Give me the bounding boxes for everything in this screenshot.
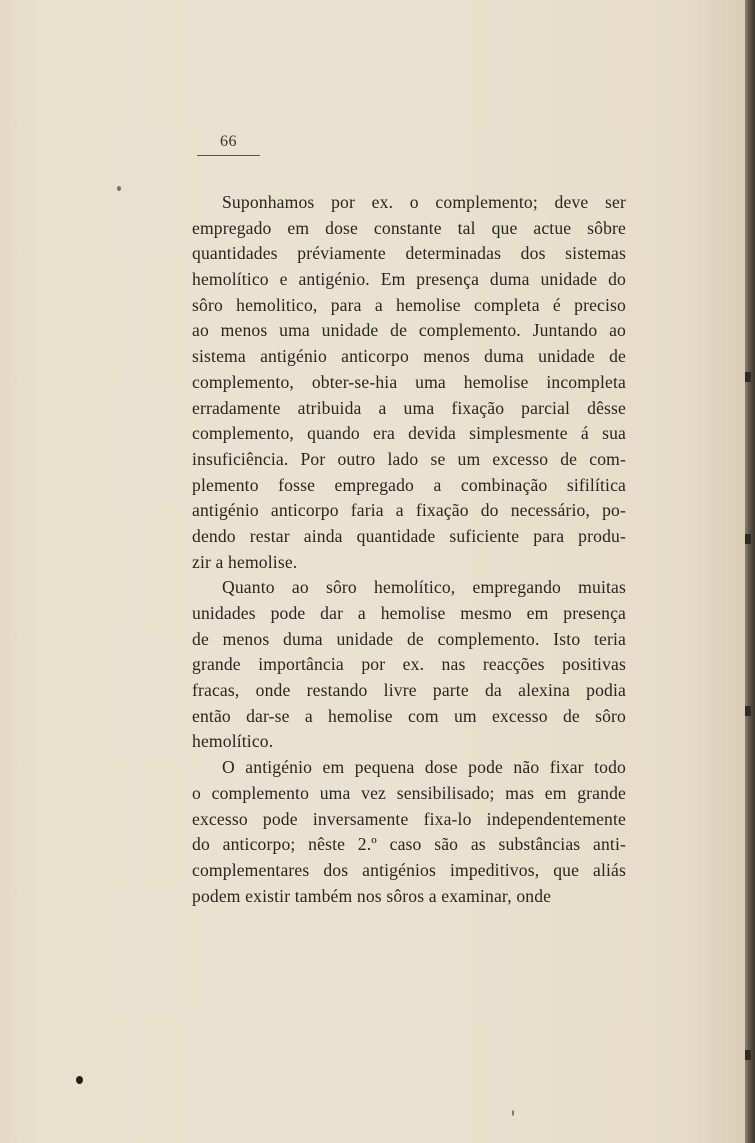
text-line: hemolítico. bbox=[192, 731, 274, 752]
text-line: dendo restar ainda quantidade suficiente para produ- bbox=[192, 525, 626, 546]
text-line: erradamente atribuida a uma fixação parcial dêsse bbox=[192, 397, 626, 418]
text-line: antigénio anticorpo faria a fixação do necessário, po- bbox=[192, 500, 626, 521]
ink-speck bbox=[117, 186, 121, 191]
text-line: grande importância por ex. nas reacções positivas bbox=[192, 654, 626, 675]
ink-dot bbox=[76, 1076, 83, 1084]
edge-mark bbox=[745, 1050, 751, 1060]
text-line: unidades pode dar a hemolise mesmo em presença bbox=[192, 603, 626, 623]
text-line: fracas, onde restando livre parte da alexina podia bbox=[192, 680, 626, 701]
text-line: ao menos uma unidade de complemento. Juntando ao bbox=[192, 320, 626, 341]
text-line: quantidades préviamente determinadas dos sistemas bbox=[192, 243, 626, 264]
text-line: do anticorpo; nêste 2.º caso são as substâncias anti- bbox=[192, 834, 626, 855]
ink-speck bbox=[512, 1110, 514, 1116]
page-number: 66 bbox=[220, 133, 237, 150]
text-line: de menos duma unidade de complemento. Isto teria bbox=[192, 628, 626, 649]
text-line: o complemento uma vez sensibilisado; mas em grande bbox=[192, 782, 626, 803]
body-text bbox=[192, 190, 626, 909]
text-line: excesso pode inversamente fixa-lo independentemente bbox=[192, 808, 626, 829]
text-line: Quanto ao sôro hemolítico, empregando muitas bbox=[222, 577, 626, 598]
text-line: sôro hemolitico, para a hemolise completa é preciso bbox=[192, 294, 626, 315]
page-edge-shadow bbox=[745, 0, 755, 1143]
text-line: plemento fosse empregado a combinação sifilítica bbox=[192, 474, 626, 495]
text-line: empregado em dose constante tal que actue sôbre bbox=[192, 217, 626, 238]
edge-mark bbox=[745, 706, 751, 716]
text-line: hemolítico e antigénio. Em presença duma unidade do bbox=[192, 269, 626, 290]
header-rule bbox=[197, 155, 260, 156]
edge-mark bbox=[745, 534, 751, 544]
text-line: podem existir também nos sôros a examinar, onde bbox=[192, 885, 552, 906]
text-line: O antigénio em pequena dose pode não fixar todo bbox=[222, 757, 626, 778]
text-line: então dar-se a hemolise com um excesso de sôro bbox=[192, 705, 626, 726]
text-line: complemento, quando era devida simplesmente á sua bbox=[192, 423, 626, 444]
text-line: Suponhamos por ex. o complemento; deve ser bbox=[222, 192, 626, 212]
text-line: zir a hemolise. bbox=[192, 551, 298, 572]
text-line: complemento, obter-se-hia uma hemolise incompleta bbox=[192, 371, 626, 392]
text-line: sistema antigénio anticorpo menos duma unidade de bbox=[192, 346, 626, 367]
text-line: insuficiência. Por outro lado se um excesso de com- bbox=[192, 448, 626, 469]
edge-mark bbox=[745, 372, 751, 382]
page-header bbox=[197, 133, 260, 156]
text-line: complementares dos antigénios impeditivos, que aliás bbox=[192, 859, 626, 880]
